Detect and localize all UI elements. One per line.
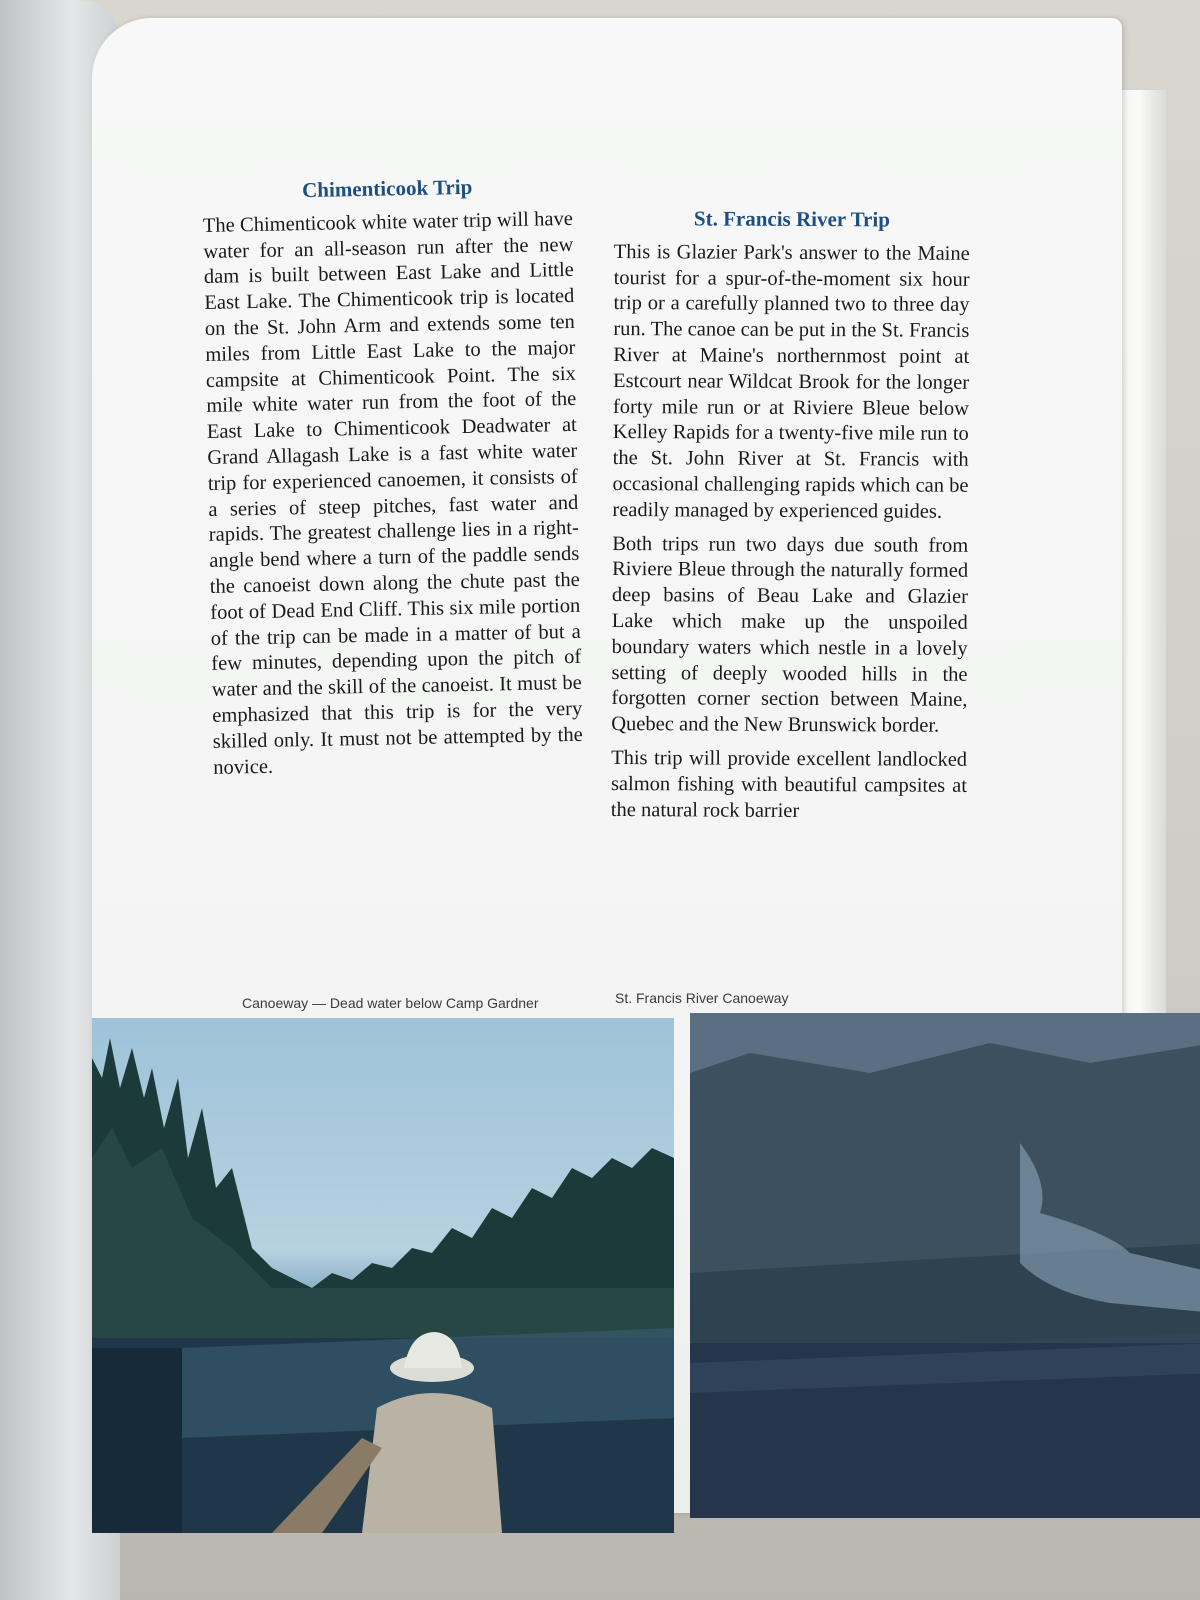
st-francis-photo — [690, 1013, 1200, 1518]
st-francis-heading: St. Francis River Trip — [693, 206, 890, 232]
right-photo-caption: St. Francis River Canoeway — [615, 990, 789, 1006]
left-paragraph: The Chimenticook white water trip will have water for an all-season run after the new dam is built between East Lake and Little East Lake. The Chimenticook trip is located on the St. John Arm and extends some ten miles from Little East Lake to the major campsite at Chimenticook Point. The six mile white water run from the foot of the East Lake to Chimenticook Deadwater at Grand Allagash Lake is a fast white water trip for experienced canoemen, it consists of a series of steep pitches, fast water and rapids. The greatest challenge lies in a right-angle bend where a turn of the paddle sends the canoeist down along the chute past the foot of Dead End Cliff. This six mile portion of the trip can be made in a matter of but a few minutes, depending upon the pitch of water and the skill of the canoeist. It must be emphasized that this trip is for the very skilled only. It must not be attempted by the novice. — [202, 207, 583, 779]
canoeway-scene — [92, 1018, 674, 1533]
right-column — [611, 206, 970, 833]
chimenticook-heading: Chimenticook Trip — [301, 174, 473, 203]
left-column — [202, 173, 584, 789]
right-paragraph-1: This is Glazier Park's answer to the Maine tourist for a spur-of-the-moment six hour trip or a carefully planned two to three day run. The canoe can be put in the St. Francis River at Maine's northernmost point at Estcourt near Wildcat Brook for the longer forty mile run or at Riviere Bleue below Kelley Rapids for a twenty-five mile run to the St. John River at St. Francis with occasional challenging rapids which can be readily managed by experienced guides. — [612, 240, 970, 523]
st-francis-scene — [690, 1013, 1200, 1518]
right-paragraph-2: Both trips run two days due south from Riviere Bleue through the naturally formed deep basins of Beau Lake and Glazier Lake which make up the unspoiled boundary waters which nestle in a lovely setting of deeply wooded hills in the forgotten corner section between Maine, Quebec and the New Brunswick border. — [611, 532, 969, 737]
canoeway-photo — [92, 1018, 674, 1533]
right-paragraph-3: This trip will provide excellent landlocked salmon fishing with beautiful campsites at the natural rock barrier — [610, 746, 968, 822]
left-photo-caption: Canoeway — Dead water below Camp Gardner — [242, 995, 539, 1011]
booklet-page — [92, 18, 1122, 1513]
